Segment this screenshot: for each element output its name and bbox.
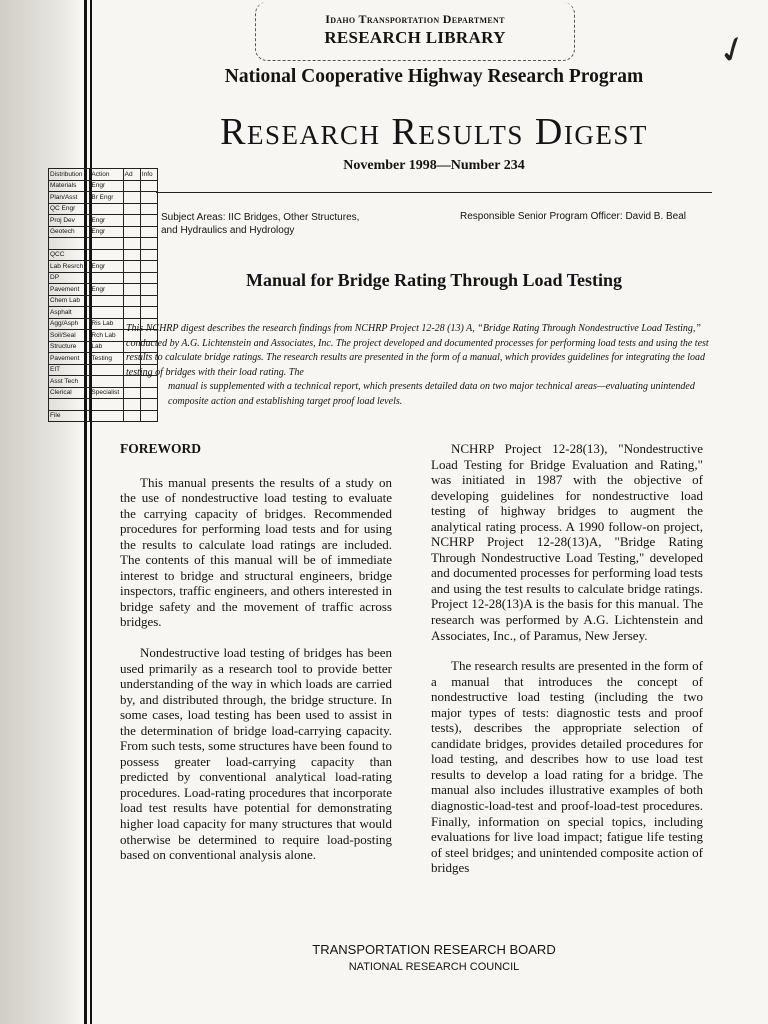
abstract-text: This NCHRP digest describes the research findings from NCHRP Project 12-28 (13) A, “Bridge Rating Through Nondestructive Load Testing,” conducted by A.G. Lichtenstein and Associates, Inc. The project developed and documented processes for performing load tests and using the test results to calculate bridge ratings. The research results are presented in the form of a manual, which provides guidelines for integrating the load testing of bridges with their load rating. The [126,323,709,378]
routing-cell: Engr [90,215,123,227]
routing-cell [90,307,123,319]
routing-cell: Engr [90,226,123,238]
routing-cell [123,180,140,192]
stamp-library: RESEARCH LIBRARY [324,28,506,47]
routing-cell [90,295,123,307]
abstract [126,322,716,409]
routing-cell: Br Engr [90,192,123,204]
routing-cell: Lab [90,341,123,353]
abstract-text: manual is supplemented with a technical report, which presents detailed data on two major technical areas—evaluating unintended composite action and establishing target proof load levels. [168,381,695,407]
routing-cell: Specialist [90,387,123,399]
routing-cell: Distribution [49,169,90,181]
routing-cell: Engr [90,261,123,273]
routing-cell [49,238,90,250]
routing-cell [140,238,157,250]
routing-cell: Lab Resrch [49,261,90,273]
routing-cell: Chem Lab [49,295,90,307]
subject-areas-line: and Hydraulics and Hydrology [161,225,295,236]
routing-cell [123,215,140,227]
routing-cell [123,192,140,204]
issue-line: November 1998—Number 234 [343,158,525,173]
routing-row [49,192,158,204]
paragraph: Nondestructive load testing of bridges has been used primarily as a research tool to provide better understanding of the way in which loads are carried by, and distributed through, the bridge structure. In some cases, load testing has been used to assist in the determination of bridge load-carrying capacity. From such tests, some structures have been found to possess greater load-carrying capacity than predicted by conventional analytical load-rating procedures. Load-rating procedures that incorporate load test results have potential for demonstrating higher load capacity for many structures that would otherwise be determined to require load-posting based on conventional analysis alone. [120,645,392,863]
routing-cell: Soil/Seal [49,330,90,342]
routing-cell: Rch Lab [90,330,123,342]
checkmark-icon: ✓ [711,26,755,75]
routing-cell: Structure [49,341,90,353]
routing-cell: Ris Lab [90,318,123,330]
routing-row [49,169,158,181]
routing-cell [90,399,123,411]
routing-cell: Agg/Asph [49,318,90,330]
binding-rule [84,0,87,1024]
right-column [431,441,703,891]
library-stamp [255,2,575,61]
routing-cell: Pavement [49,284,90,296]
routing-cell [49,399,90,411]
routing-cell [123,410,140,422]
program-officer: Responsible Senior Program Officer: David B. Beal [460,211,687,222]
routing-cell [90,203,123,215]
routing-row [49,295,158,307]
publisher-council: NATIONAL RESEARCH COUNCIL [348,961,520,973]
paragraph: The research results are presented in the form of a manual that introduces the concept of nondestructive load testing (including the two major types of tests: diagnostic tests and proof tests), describes the appropriate selection of candidate bridges, provides detailed procedures for load testing, and describes how to use load test results to develop a load rating for a bridge. The manual also includes illustrative examples of both diagnostic-load-test and proof-load-test procedures. Finally, information on special topics, including evaluations for live load impact; fatigue life testing of steel bridges; and unintended composite action of bridges [431,658,703,876]
stamp-department: Idaho Transportation Department [325,12,505,26]
program-name: National Cooperative Highway Research Program [224,66,644,87]
routing-cell [140,215,157,227]
routing-cell: Clerical [49,387,90,399]
routing-cell: QCC [49,249,90,261]
section-heading: FOREWORD [120,441,201,456]
routing-cell [140,192,157,204]
routing-cell [140,307,157,319]
left-column [120,441,392,878]
routing-cell: Asphalt [49,307,90,319]
routing-cell: Proj Dev [49,215,90,227]
routing-cell: Engr [90,284,123,296]
routing-cell [90,238,123,250]
routing-cell [140,180,157,192]
routing-cell [140,295,157,307]
routing-row [49,249,158,261]
routing-cell: Plan/Asst [49,192,90,204]
routing-row [49,203,158,215]
routing-cell: Action [90,169,123,181]
binding-strip [0,0,82,1024]
routing-cell [123,203,140,215]
routing-cell: QC Engr [49,203,90,215]
routing-cell [90,364,123,376]
routing-cell: Pavement [49,353,90,365]
routing-cell: Geotech [49,226,90,238]
paragraph: NCHRP Project 12-28(13), "Nondestructive Load Testing for Bridge Evaluation and Rating," was initiated in 1987 with the objective of developing guidelines for nondestructive load testing of highway bridges to augment the analytical rating process. A 1990 follow-on project, NCHRP Project 12-28(13)A, "Bridge Rating Through Nondestructive Load Testing," developed and documented processes for performing load tests and using the test results to calculate bridge ratings. Project 12-28(13)A is the basis for this manual. The research was performed by A.G. Lichtenstein and Associates, Inc., of Paramus, New Jersey. [431,441,703,643]
routing-cell: EIT [49,364,90,376]
routing-cell [123,238,140,250]
routing-cell: Info [140,169,157,181]
article-title: Manual for Bridge Rating Through Load Testing [245,270,623,290]
routing-cell [140,226,157,238]
routing-row [49,226,158,238]
routing-cell [90,249,123,261]
routing-row [49,307,158,319]
routing-cell: Ad [123,169,140,181]
divider [156,192,712,193]
routing-row [49,238,158,250]
routing-cell: Asst Tech [49,376,90,388]
routing-cell [90,376,123,388]
routing-cell [123,307,140,319]
digest-title: Research Results Digest [220,111,648,153]
routing-row [49,180,158,192]
routing-cell [123,249,140,261]
routing-cell: Materials [49,180,90,192]
routing-cell [140,410,157,422]
routing-cell [140,203,157,215]
subject-areas [161,211,371,237]
routing-cell: File [49,410,90,422]
routing-cell: Testing [90,353,123,365]
binding-rule [90,0,92,1024]
routing-row [49,410,158,422]
paragraph: This manual presents the results of a study on the use of nondestructive load testing to evaluate the carrying capacity of bridges. Recommended procedures for performing load tests and for using the results to calculate load ratings are included. The contents of this manual will be of immediate interest to bridge and structural engineers, bridge inspectors, traffic engineers, and others interested in bridge safety and the movement of traffic across bridges. [120,474,392,630]
routing-cell [90,410,123,422]
routing-cell: Engr [90,180,123,192]
routing-cell: DP [49,272,90,284]
publisher-name: TRANSPORTATION RESEARCH BOARD [312,942,556,957]
routing-cell [140,249,157,261]
routing-cell [123,226,140,238]
routing-cell [123,295,140,307]
subject-areas-line: Subject Areas: IIC Bridges, Other Structures, [161,212,360,223]
routing-row [49,215,158,227]
